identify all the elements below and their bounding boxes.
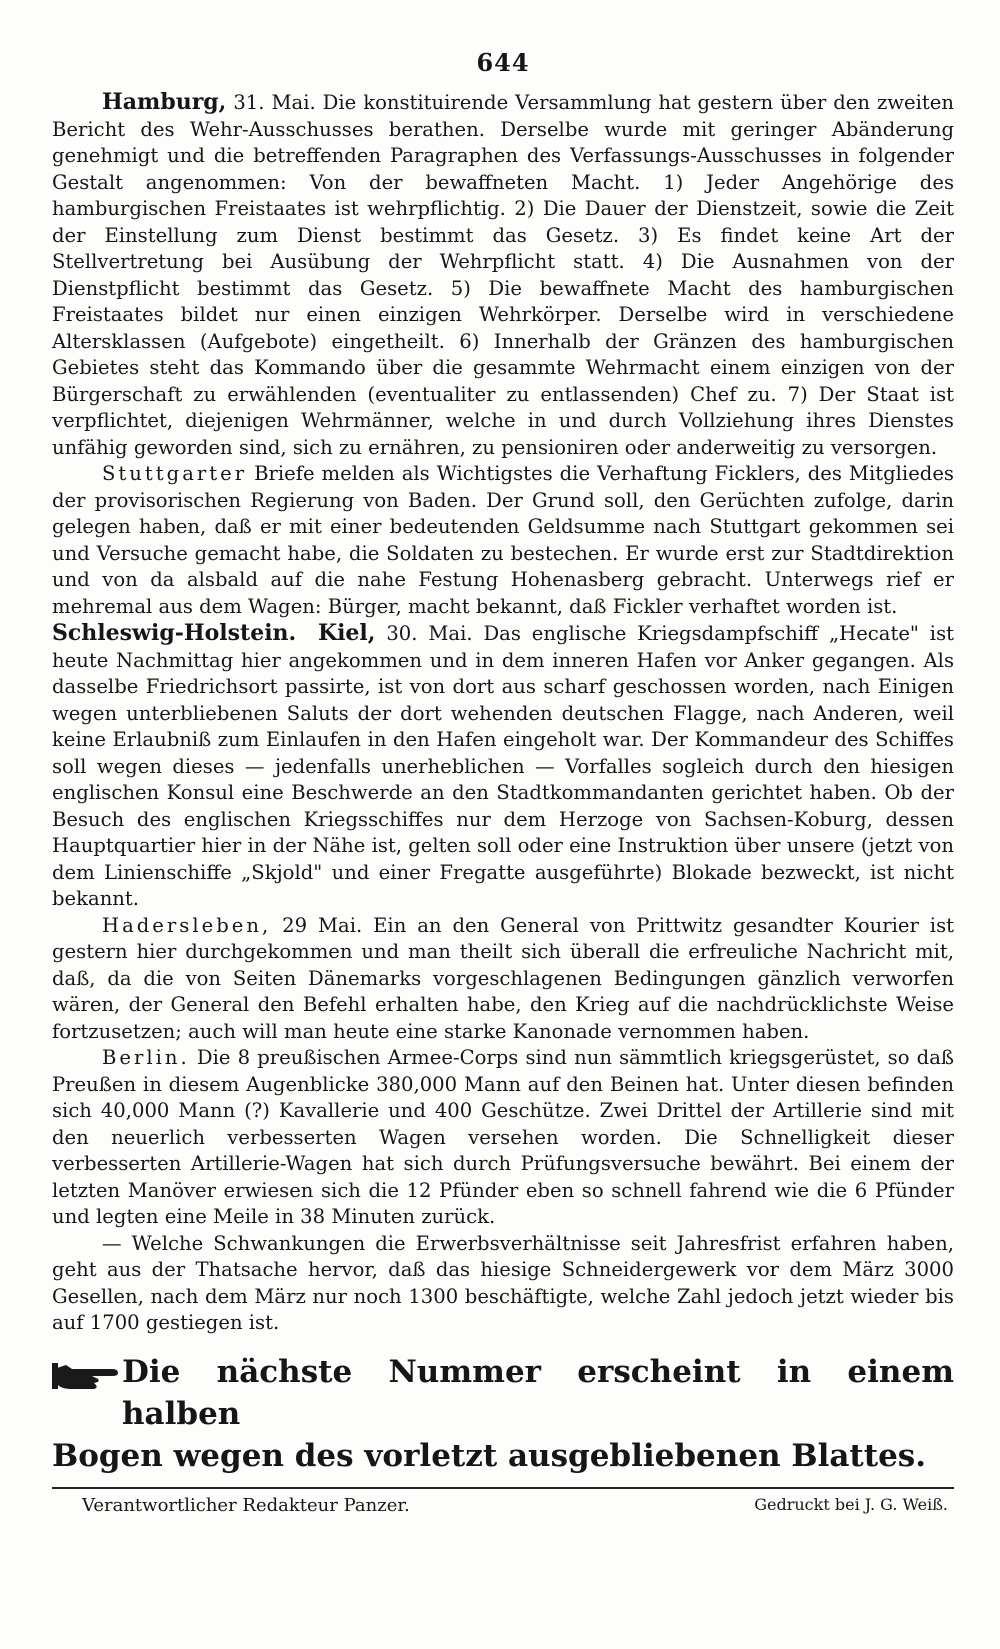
printer-credit: Gedruckt bei J. G. Weiß. bbox=[754, 1494, 948, 1514]
notice-box bbox=[52, 1351, 954, 1435]
article-text: 29 Mai. Ein an den General von Prittwitz gesandter Kourier ist gestern hier durchgekommen und man theilt sich überall die erfreuliche Nachricht mit, daß, da die von Seiten Dänemarks vorgeschlagenen Bedingungen gänzlich verworfen wären, der General den Befehl erhalten habe, den Krieg auf die nachdrücklichste Weise fortzusetzen; auch will man heute eine starke Kanonade vernommen haben. bbox=[52, 913, 954, 1043]
article-hamburg bbox=[52, 89, 954, 461]
editor-credit: Verantwortlicher Redakteur Panzer. bbox=[82, 1494, 410, 1516]
article-hadersleben bbox=[52, 913, 954, 1046]
page-number: 644 bbox=[476, 48, 530, 77]
article-kiel bbox=[52, 620, 954, 913]
article-text: 31. Mai. Die konstituirende Versammlung hat gestern über den zweiten Bericht des Wehr-Ausschusses berathen. Derselbe wurde mit geringer Abänderung genehmigt und die betreffenden Paragraphen des Verfassungs-Ausschusses in folgender Gestalt angenommen: Von der bewaffneten Macht. 1) Jeder Angehörige des hamburgischen Freistaates ist wehrpflichtig. 2) Die Dauer der Dienstzeit, sowie die Zeit der Einstellung zum Dienst bestimmt das Gesetz. 3) Es findet keine Art der Stellvertretung bei Ausübung der Wehrpflicht statt. 4) Die Ausnahmen von der Dienstpflicht bestimmt das Gesetz. 5) Die bewaffnete Macht des hamburgischen Freistaates bildet nur einen einzigen Wehrkörper. Derselbe wird in verschiedene Altersklassen (Aufgebote) eingetheilt. 6) Innerhalb der Gränzen des hamburgischen Gebietes steht das Kommando über die gesammte Wehrmacht einem einzigen von der Bürgerschaft zu erwählenden (eventualiter zu entlassenden) Chef zu. 7) Der Staat ist verpflichtet, diejenigen Wehrmänner, welche in und durch Vollziehung ihres Dienstes unfähig geworden sind, sich zu ernähren, zu pensioniren oder anderweitig zu versorgen. bbox=[52, 91, 954, 459]
article-stuttgart bbox=[52, 461, 954, 620]
article-place: Hamburg, bbox=[102, 89, 227, 115]
article-place: Kiel, bbox=[317, 620, 376, 646]
notice-line-1: Die nächste Nummer erscheint in einem halben bbox=[122, 1353, 954, 1432]
article-place: Hadersleben, bbox=[102, 913, 272, 937]
article-text: Briefe melden als Wichtigstes die Verhaftung Ficklers, des Mitgliedes der provisorischen Regierung von Baden. Der Grund soll, den Gerüchten zufolge, darin gelegen haben, daß er mit einer bedeutenden Geldsumme nach Stuttgart gekommen sei und Versuche gemacht habe, die Soldaten zu bestechen. Er wurde erst zur Stadtdirektion und von da alsbald auf die nahe Festung Hohenasberg gebracht. Unterwegs rief er mehremal aus dem Wagen: Bürger, macht bekannt, daß Fickler verhaftet worden ist. bbox=[52, 462, 954, 618]
article-text: Die 8 preußischen Armee-Corps sind nun sämmtlich kriegsgerüstet, so daß Preußen in diesem Augenblicke 380,000 Mann auf den Beinen hat. Unter diesen befinden sich 40,000 Mann (?) Kavallerie und 400 Geschütze. Zwei Drittel der Artillerie sind mit den neuerlich verbesserten Wagen versehen worden. Die Schnelligkeit dieser verbesserten Artillerie-Wagen hat sich durch Prüfungsversuche bewährt. Bei einem der letzten Manöver erwiesen sich die 12 Pfünder eben so schnell fahrend wie die 6 Pfünder und legten eine Meile in 38 Minuten zurück. bbox=[52, 1046, 954, 1228]
article-body bbox=[52, 89, 954, 1337]
article-text: 30. Mai. Das englische Kriegsdampfschiff „Hecate" ist heute Nachmittag hier angekommen und in dem inneren Hafen vor Anker gegangen. Als dasselbe Friedrichsort passirte, ist von dort aus scharf geschossen worden, nach Einigen wegen unterbliebenen Saluts der dort wehenden deutschen Flagge, nach Anderen, weil keine Erlaubniß zum Einlaufen in den Hafen eingeholt war. Der Kommandeur des Schiffes soll wegen dieses — jedenfalls unerheblichen — Vorfalles sogleich durch den hiesigen englischen Konsul eine Beschwerde an den Stadtkommandanten gerichtet haben. Ob der Besuch des englischen Kriegsschiffes nur dem Herzoge von Sachsen-Koburg, dessen Hauptquartier hier in der Nähe ist, gelten soll oder eine Instruktion über unsere (jetzt von dem Linienschiffe „Skjold" und einer Fregatte ausgeführte) Blokade bezweckt, ist nicht bekannt. bbox=[52, 622, 954, 910]
article-berlin-addendum bbox=[52, 1231, 954, 1337]
imprint-footer bbox=[52, 1495, 954, 1516]
newspaper-page bbox=[52, 48, 954, 1516]
divider bbox=[52, 1487, 954, 1489]
article-place: Stuttgarter bbox=[102, 462, 248, 485]
pointing-hand-icon bbox=[52, 1359, 122, 1393]
article-berlin bbox=[52, 1045, 954, 1231]
notice-line-2: Bogen wegen des vorletzt ausgebliebenen Blattes. bbox=[52, 1437, 927, 1474]
section-heading: Schleswig-Holstein. bbox=[52, 620, 297, 646]
article-text: — Welche Schwankungen die Erwerbsverhältnisse seit Jahresfrist erfahren haben, geht aus der Thatsache hervor, daß das hiesige Schneidergewerk vor dem März 3000 Gesellen, nach dem März nur noch 1300 beschäftigte, welche Zahl jedoch jetzt wieder bis auf 1700 gestiegen ist. bbox=[52, 1231, 954, 1334]
article-place: Berlin. bbox=[102, 1046, 190, 1069]
